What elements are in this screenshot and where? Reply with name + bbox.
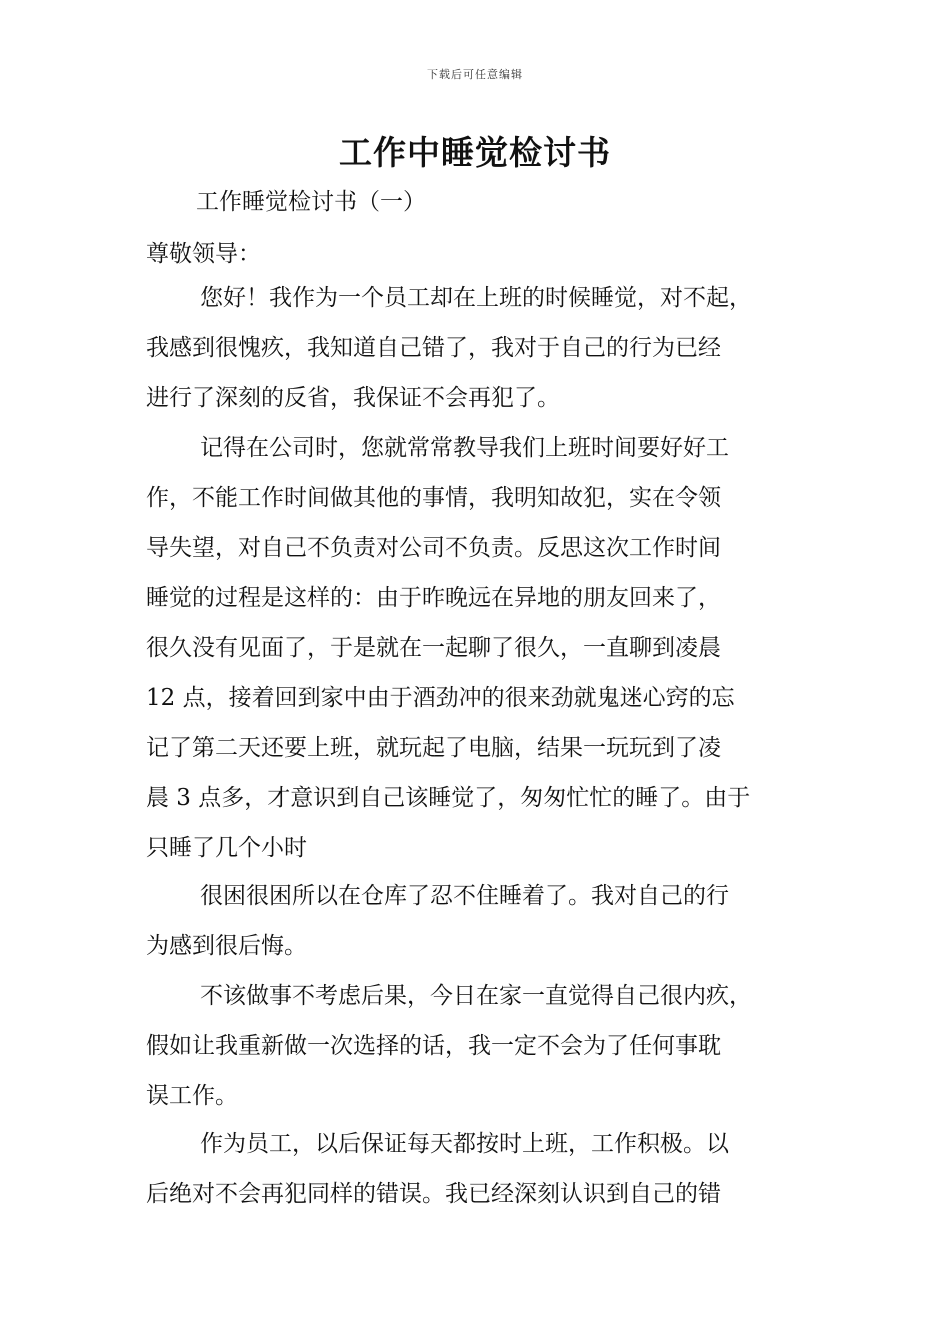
paragraph-line: 12 点，接着回到家中由于酒劲冲的很来劲就鬼迷心窍的忘 <box>146 685 735 711</box>
paragraph-5 <box>146 1119 810 1219</box>
paragraph-line: 作，不能工作时间做其他的事情，我明知故犯，实在令领 <box>146 485 721 511</box>
paragraph-4 <box>146 971 810 1121</box>
paragraph-1 <box>146 273 810 423</box>
paragraph-line: 后绝对不会再犯同样的错误。我已经深刻认识到自己的错 <box>146 1181 721 1207</box>
document-subtitle: 工作睡觉检讨书（一） <box>196 189 426 215</box>
paragraph-line: 您好！我作为一个员工却在上班的时候睡觉，对不起， <box>200 285 752 311</box>
paragraph-line: 很久没有见面了，于是就在一起聊了很久，一直聊到凌晨 <box>146 635 721 661</box>
salutation: 尊敬领导： <box>146 241 261 267</box>
header-note: 下载后可任意编辑 <box>427 68 523 81</box>
paragraph-line: 作为员工，以后保证每天都按时上班，工作积极。以 <box>200 1131 729 1157</box>
paragraph-line: 记得在公司时，您就常常教导我们上班时间要好好工 <box>200 435 729 461</box>
paragraph-line: 为感到很后悔。 <box>146 933 307 959</box>
paragraph-2 <box>146 423 810 873</box>
paragraph-line: 睡觉的过程是这样的：由于昨晚远在异地的朋友回来了， <box>146 585 721 611</box>
document-title: 工作中睡觉检讨书 <box>339 133 611 172</box>
paragraph-line: 记了第二天还要上班，就玩起了电脑，结果一玩玩到了凌 <box>146 735 721 761</box>
paragraph-line: 导失望，对自己不负责对公司不负责。反思这次工作时间 <box>146 535 721 561</box>
paragraph-line: 不该做事不考虑后果，今日在家一直觉得自己很内疚， <box>200 983 752 1009</box>
paragraph-line: 晨 3 点多，才意识到自己该睡觉了，匆匆忙忙的睡了。由于 <box>146 785 751 811</box>
paragraph-line: 进行了深刻的反省，我保证不会再犯了。 <box>146 385 560 411</box>
paragraph-line: 假如让我重新做一次选择的话，我一定不会为了任何事耽 <box>146 1033 721 1059</box>
paragraph-3 <box>146 871 810 971</box>
paragraph-line: 只睡了几个小时 <box>146 835 307 861</box>
paragraph-line: 误工作。 <box>146 1083 238 1109</box>
paragraph-line: 我感到很愧疚，我知道自己错了，我对于自己的行为已经 <box>146 335 721 361</box>
paragraph-line: 很困很困所以在仓库了忍不住睡着了。我对自己的行 <box>200 883 729 909</box>
